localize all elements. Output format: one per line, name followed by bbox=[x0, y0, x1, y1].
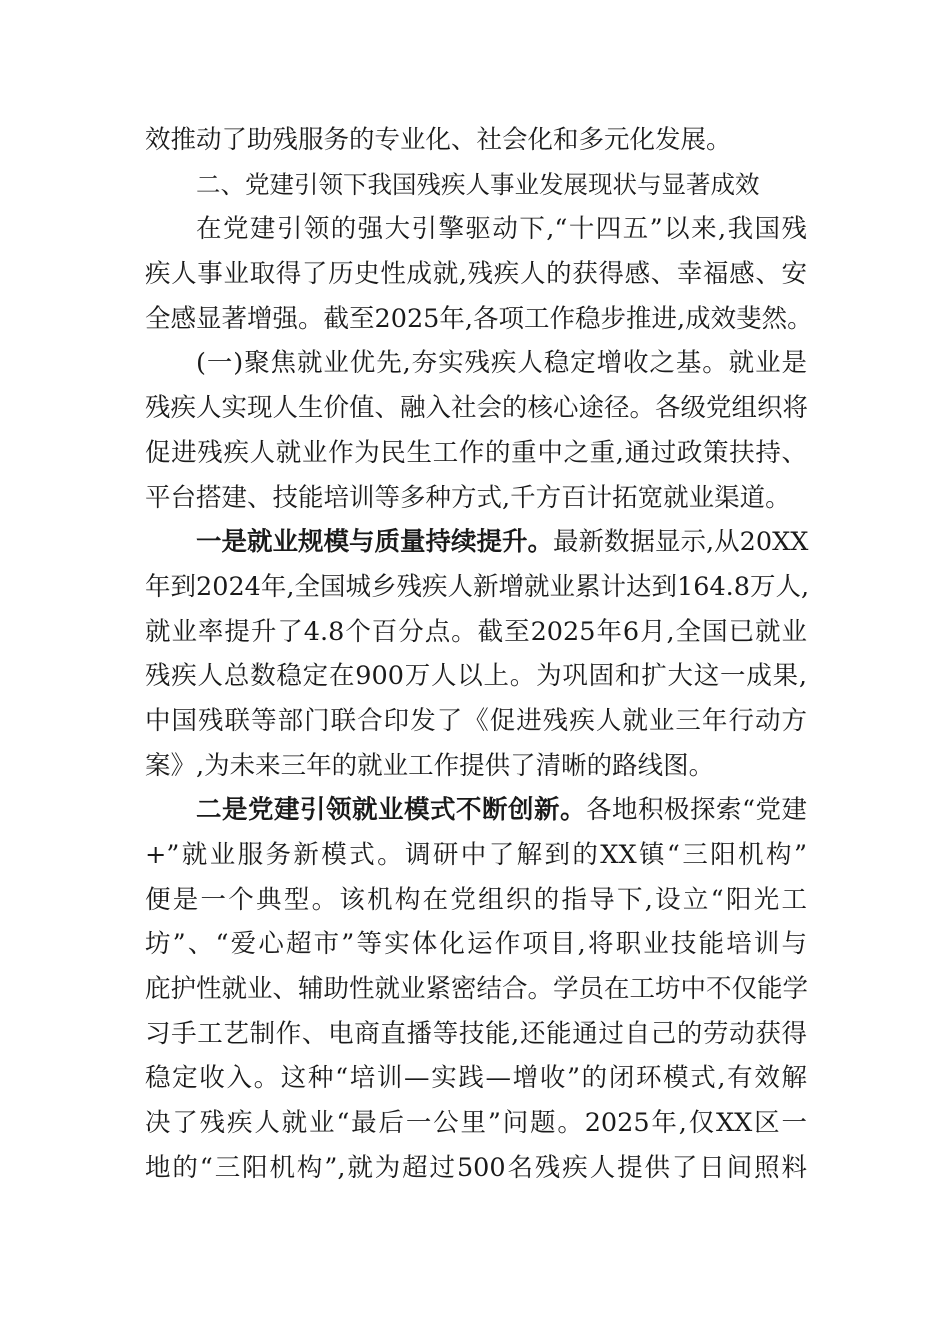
document-page bbox=[145, 118, 813, 1191]
body-text-line: 残疾人总数稳定在900万人以上。为巩固和扩大这一成果, bbox=[145, 661, 807, 692]
body-text-line: 稳定收入。这种“培训—实践—增收”的闭环模式,有效解 bbox=[145, 1063, 807, 1094]
body-text-line bbox=[145, 788, 807, 833]
section-heading: 二、党建引领下我国残疾人事业发展现状与显著成效 bbox=[196, 169, 760, 199]
body-text-line: 年到2024年,全国城乡残疾人新增就业累计达到164.8万人, bbox=[145, 571, 810, 602]
body-text-line: 残疾人实现人生价值、融入社会的核心途径。各级党组织将 bbox=[145, 393, 809, 424]
body-text-span: 各地积极探索“党建 bbox=[585, 795, 807, 826]
body-text-line: 决了残疾人就业“最后一公里”问题。2025年,仅XX区一 bbox=[145, 1108, 807, 1139]
body-text-line: 便是一个典型。该机构在党组织的指导下,设立“阳光工 bbox=[145, 884, 807, 915]
body-text-line: 促进残疾人就业作为民生工作的重中之重,通过政策扶持、 bbox=[145, 437, 807, 468]
body-text-line: 中国残联等部门联合印发了《促进残疾人就业三年行动方 bbox=[145, 705, 807, 736]
body-text-line: 庇护性就业、辅助性就业紧密结合。学员在工坊中不仅能学 bbox=[145, 974, 809, 1005]
body-text-line: 坊”、“爱心超市”等实体化运作项目,将职业技能培训与 bbox=[145, 929, 807, 960]
paragraph-lead-bold: 二是党建引领就业模式不断创新。 bbox=[196, 795, 586, 826]
body-text-line: 案》,为未来三年的就业工作提供了清晰的路线图。 bbox=[145, 750, 715, 781]
body-text-line: 全感显著增强。截至2025年,各项工作稳步推进,成效斐然。 bbox=[145, 303, 813, 334]
paragraph-lead-bold: 一是就业规模与质量持续提升。 bbox=[196, 527, 554, 558]
body-text-line: (一)聚焦就业优先,夯实残疾人稳定增收之基。就业是 bbox=[196, 348, 807, 379]
body-text-line: 平台搭建、技能培训等多种方式,千方百计拓宽就业渠道。 bbox=[145, 482, 791, 513]
body-text-line: 在党建引领的强大引擎驱动下,“十四五”以来,我国残 bbox=[196, 214, 807, 245]
body-text-line: 习手工艺制作、电商直播等技能,还能通过自己的劳动获得 bbox=[145, 1018, 807, 1049]
body-text-span: 最新数据显示,从20XX bbox=[553, 527, 809, 558]
body-text-line: +”就业服务新模式。调研中了解到的XX镇“三阳机构” bbox=[145, 840, 807, 870]
body-text-line: 地的“三阳机构”,就为超过500名残疾人提供了日间照料 bbox=[145, 1152, 807, 1183]
body-text-line: 效推动了助残服务的专业化、社会化和多元化发展。 bbox=[145, 125, 732, 155]
body-text-line: 就业率提升了4.8个百分点。截至2025年6月,全国已就业 bbox=[145, 616, 807, 647]
body-text-line bbox=[145, 520, 807, 565]
body-text-line: 疾人事业取得了历史性成就,残疾人的获得感、幸福感、安 bbox=[145, 259, 807, 290]
